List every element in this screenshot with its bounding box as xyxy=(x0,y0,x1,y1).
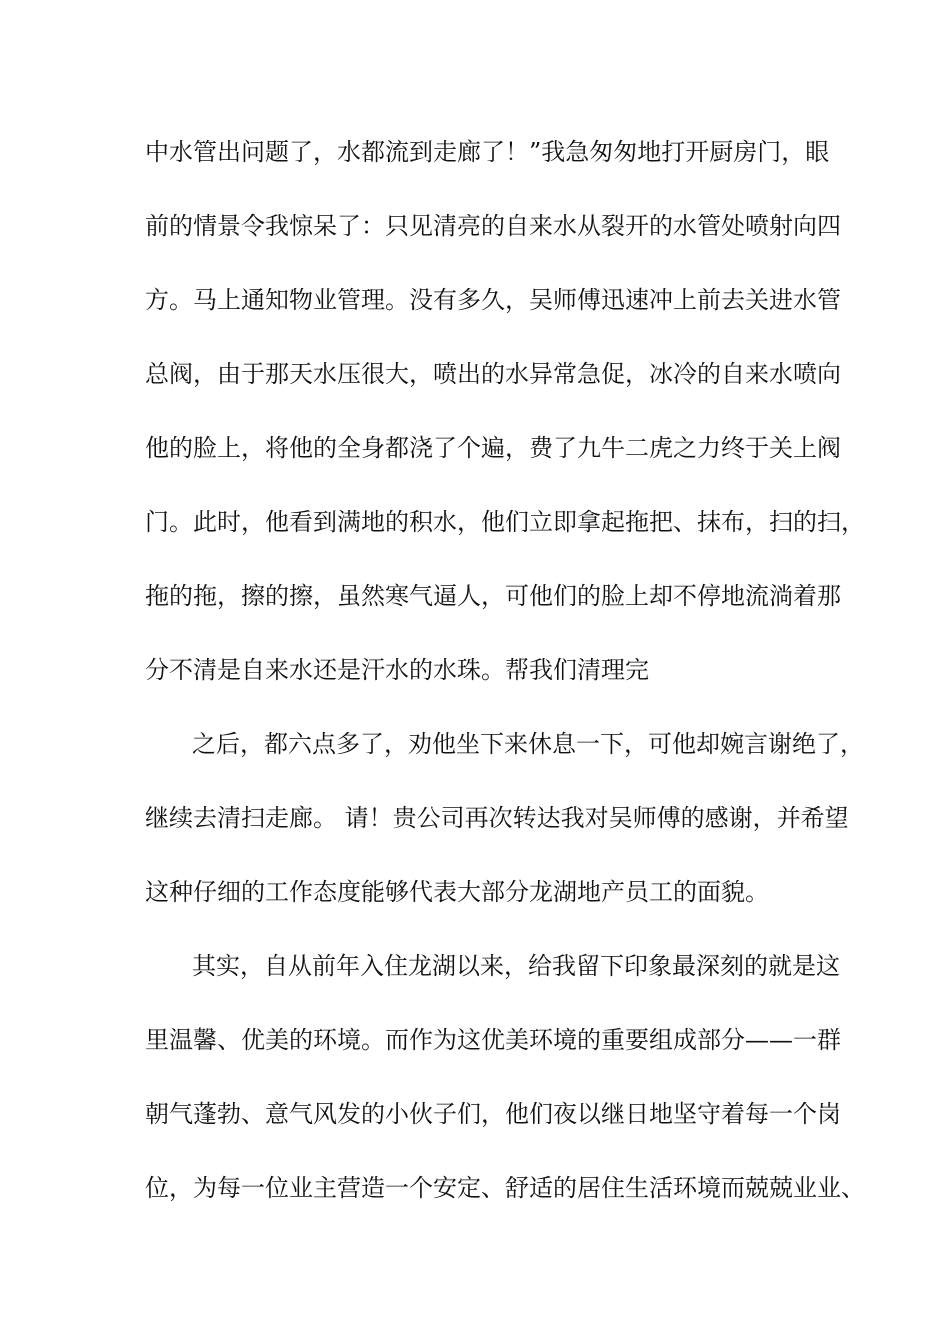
text-line: 位，为每一位业主营造一个安定、舒适的居住生活环境而兢兢业业、 xyxy=(145,1174,865,1202)
text-line: 方。马上通知物业管理。没有多久，吴师傅迅速冲上前去关进水管 xyxy=(145,286,841,314)
text-line: 分不清是自来水还是汗水的水珠。帮我们清理完 xyxy=(145,656,649,684)
text-line: 他的脸上，将他的全身都浇了个遍，费了九牛二虎之力终于关上阀 xyxy=(145,434,841,462)
paragraph-start-line: 之后，都六点多了，劝他坐下来休息一下，可他却婉言谢绝了， xyxy=(192,730,864,758)
text-line: 继续去清扫走廊。 请！贵公司再次转达我对吴师傅的感谢，并希望 xyxy=(145,804,849,832)
text-line: 朝气蓬勃、意气风发的小伙子们，他们夜以继日地坚守着每一个岗 xyxy=(145,1100,841,1128)
paragraph-start-line: 其实，自从前年入住龙湖以来，给我留下印象最深刻的就是这 xyxy=(192,952,840,980)
text-line: 中水管出问题了，水都流到走廊了！”我急匆匆地打开厨房门，眼 xyxy=(145,138,830,166)
text-line: 这种仔细的工作态度能够代表大部分龙湖地产员工的面貌。 xyxy=(145,878,769,906)
text-line: 总阀，由于那天水压很大，喷出的水异常急促，冰冷的自来水喷向 xyxy=(145,360,841,388)
text-line: 里温馨、优美的环境。而作为这优美环境的重要组成部分——一群 xyxy=(145,1026,841,1054)
text-line: 门。此时，他看到满地的积水，他们立即拿起拖把、抹布，扫的扫， xyxy=(145,508,865,536)
text-line: 拖的拖，擦的擦，虽然寒气逼人，可他们的脸上却不停地流淌着那 xyxy=(145,582,841,610)
text-line: 前的情景令我惊呆了：只见清亮的自来水从裂开的水管处喷射向四 xyxy=(145,212,841,240)
